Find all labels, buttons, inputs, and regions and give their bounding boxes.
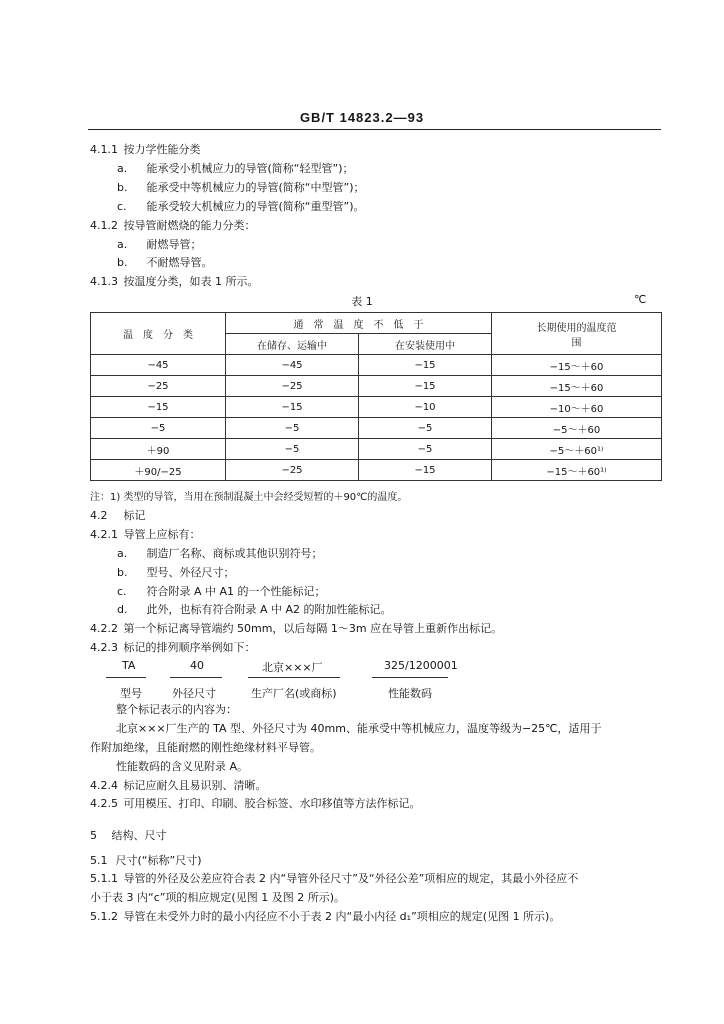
clause-number: 4.2.2 bbox=[90, 622, 118, 635]
header-storage-transport: 在储存、运输中 bbox=[226, 334, 359, 355]
example-maker-label: 生产厂名(或商标) bbox=[251, 687, 337, 700]
example-perf-label: 性能数码 bbox=[388, 687, 432, 700]
table-cell: −5 bbox=[226, 418, 359, 439]
table-cell: −15 bbox=[359, 355, 492, 376]
clause-number: 4.2.1 bbox=[90, 528, 118, 541]
table-cell: −10 bbox=[359, 397, 492, 418]
table-cell: −15 bbox=[91, 397, 226, 418]
clause-5-1-1 bbox=[90, 872, 578, 886]
clause-text: 尺寸(“标称”尺寸) bbox=[115, 854, 202, 867]
clause-text: 第一个标记离导管端约 50mm，以后每隔 1～3m 应在导管上重新作出标记。 bbox=[123, 622, 503, 635]
table-cell: −45 bbox=[226, 355, 359, 376]
header-long-term-range: 长期使用的温度范围 bbox=[492, 313, 662, 355]
explanation-intro: 整个标记表示的内容为： bbox=[116, 703, 237, 716]
item-text: 型号、外径尺寸； bbox=[146, 566, 235, 579]
table-cell: −15 bbox=[359, 376, 492, 397]
table-title: 表 1 bbox=[351, 295, 373, 308]
table-cell: −45 bbox=[91, 355, 226, 376]
explanation-line: 性能数码的含义见附录 A。 bbox=[116, 760, 249, 773]
item-letter: b. bbox=[117, 181, 128, 194]
clause-4-1-3 bbox=[90, 275, 259, 289]
clause-text: 标记的排列顺序举例如下： bbox=[123, 641, 256, 654]
table-cell: −25 bbox=[91, 376, 226, 397]
table-cell: −25 bbox=[226, 460, 359, 481]
table-cell: −15 bbox=[359, 460, 492, 481]
clause-4-2-1 bbox=[90, 528, 201, 542]
item-text: 耐燃导管； bbox=[146, 238, 202, 251]
example-underline bbox=[372, 677, 448, 678]
clause-text: 标记应耐久且易识别、清晰。 bbox=[123, 779, 267, 792]
temperature-table bbox=[90, 312, 662, 481]
example-underline bbox=[248, 677, 340, 678]
table-row bbox=[91, 397, 662, 418]
example-maker: 北京×××厂 bbox=[262, 661, 323, 674]
item-letter: a. bbox=[117, 547, 128, 560]
list-item bbox=[117, 200, 364, 214]
clause-number: 5 bbox=[90, 829, 97, 842]
clause-text: 导管在未受外力时的最小内径应不小于表 2 内“最小内径 d₁”项相应的规定(见图 1 所示)。 bbox=[123, 910, 561, 923]
header-min-temperature: 通 常 温 度 不 低 于 bbox=[226, 313, 492, 334]
example-size: 40 bbox=[190, 659, 204, 672]
item-letter: d. bbox=[117, 603, 128, 616]
clause-4-2-3 bbox=[90, 641, 256, 655]
clause-4-1-2 bbox=[90, 219, 256, 233]
clause-5-1 bbox=[90, 854, 201, 868]
clause-text: 标记 bbox=[123, 509, 146, 522]
item-text: 能承受小机械应力的导管(简称“轻型管”)； bbox=[146, 162, 354, 175]
clause-number: 4.1.1 bbox=[90, 143, 118, 156]
table-cell: −5 bbox=[91, 418, 226, 439]
section-5-heading bbox=[90, 829, 167, 843]
list-item bbox=[117, 585, 326, 599]
item-text: 此外，也标有符合附录 A 中 A2 的附加性能标记。 bbox=[146, 603, 392, 616]
example-type: TA bbox=[122, 659, 136, 672]
clause-text: 按力学性能分类 bbox=[123, 143, 201, 156]
table-cell: −5～＋60¹⁾ bbox=[492, 439, 662, 460]
item-text: 符合附录 A 中 A1 的一个性能标记； bbox=[146, 585, 326, 598]
list-item bbox=[117, 256, 213, 270]
explanation-line: 作附加绝缘，且能耐燃的刚性绝缘材料平导管。 bbox=[90, 741, 321, 754]
clause-number: 4.2.5 bbox=[90, 797, 118, 810]
table-cell: ＋90/−25 bbox=[91, 460, 226, 481]
table-cell: −15～＋60 bbox=[492, 355, 662, 376]
item-letter: b. bbox=[117, 566, 128, 579]
table-cell: −15～＋60¹⁾ bbox=[492, 460, 662, 481]
item-letter: c. bbox=[117, 200, 127, 213]
table-cell: −10～＋60 bbox=[492, 397, 662, 418]
clause-number: 4.2.4 bbox=[90, 779, 118, 792]
table-cell: −25 bbox=[226, 376, 359, 397]
table-row bbox=[91, 376, 662, 397]
table-cell: −15～＋60 bbox=[492, 376, 662, 397]
header-temperature-class: 温 度 分 类 bbox=[91, 313, 226, 355]
table-row bbox=[91, 460, 662, 481]
list-item bbox=[117, 566, 235, 580]
clause-4-2-4 bbox=[90, 779, 267, 793]
table-cell: −5 bbox=[226, 439, 359, 460]
item-text: 能承受较大机械应力的导管(简称“重型管”)。 bbox=[146, 200, 365, 213]
item-letter: c. bbox=[117, 585, 127, 598]
list-item bbox=[117, 603, 392, 617]
clause-text: 按导管耐燃烧的能力分类： bbox=[123, 219, 256, 232]
list-item bbox=[117, 181, 364, 195]
example-size-label: 外径尺寸 bbox=[172, 687, 216, 700]
header-installation-use: 在安装使用中 bbox=[359, 334, 492, 355]
clause-text: 导管上应标有： bbox=[123, 528, 201, 541]
table-cell: −15 bbox=[226, 397, 359, 418]
clause-number: 5.1 bbox=[90, 854, 108, 867]
table-note: 注：1) 类型的导管，当用在预制混凝土中会经受短暂的＋90℃的温度。 bbox=[90, 492, 408, 503]
clause-text: 导管的外径及公差应符合表 2 内“导管外径尺寸”及“外径公差”项相应的规定，其最小外径应不 bbox=[123, 872, 579, 885]
item-text: 能承受中等机械应力的导管(简称“中型管”)； bbox=[146, 181, 365, 194]
clause-number: 4.2 bbox=[90, 509, 108, 522]
header-rule bbox=[88, 129, 661, 130]
clause-number: 4.2.3 bbox=[90, 641, 118, 654]
list-item bbox=[117, 162, 353, 176]
table-row bbox=[91, 355, 662, 376]
clause-text: 结构、尺寸 bbox=[111, 829, 167, 842]
list-item bbox=[117, 547, 323, 561]
clause-5-1-2 bbox=[90, 910, 560, 924]
clause-number: 5.1.2 bbox=[90, 910, 118, 923]
example-type-label: 型号 bbox=[120, 687, 142, 700]
explanation-line: 北京×××厂生产的 TA 型、外径尺寸为 40mm、能承受中等机械应力，温度等级为−25℃，适用于 bbox=[116, 722, 602, 735]
example-underline bbox=[170, 677, 222, 678]
section-4-2-heading bbox=[90, 509, 146, 523]
table-cell: −5 bbox=[359, 418, 492, 439]
clause-number: 4.1.3 bbox=[90, 275, 118, 288]
clause-5-1-1-cont: 小于表 3 内“c”项的相应规定(见图 1 及图 2 所示)。 bbox=[90, 891, 346, 904]
table-row bbox=[91, 439, 662, 460]
table-cell: ＋90 bbox=[91, 439, 226, 460]
clause-text: 可用模压、打印、印刷、胶合标签、水印移值等方法作标记。 bbox=[123, 797, 421, 810]
example-underline bbox=[106, 677, 146, 678]
item-letter: a. bbox=[117, 238, 128, 251]
table-row bbox=[91, 418, 662, 439]
clause-number: 4.1.2 bbox=[90, 219, 118, 232]
item-text: 不耐燃导管。 bbox=[146, 256, 213, 269]
list-item bbox=[117, 238, 202, 252]
standard-code: GB/T 14823.2—93 bbox=[299, 110, 425, 125]
item-letter: b. bbox=[117, 256, 128, 269]
clause-4-2-5 bbox=[90, 797, 421, 811]
clause-4-1-1 bbox=[90, 143, 201, 157]
table-cell: −5～＋60 bbox=[492, 418, 662, 439]
example-performance-code: 325/1200001 bbox=[384, 659, 458, 672]
clause-4-2-2 bbox=[90, 622, 502, 636]
item-letter: a. bbox=[117, 162, 128, 175]
clause-number: 5.1.1 bbox=[90, 872, 118, 885]
clause-text: 按温度分类，如表 1 所示。 bbox=[123, 275, 259, 288]
table-cell: −5 bbox=[359, 439, 492, 460]
table-unit: ℃ bbox=[634, 293, 647, 306]
item-text: 制造厂名称、商标或其他识别符号； bbox=[146, 547, 323, 560]
